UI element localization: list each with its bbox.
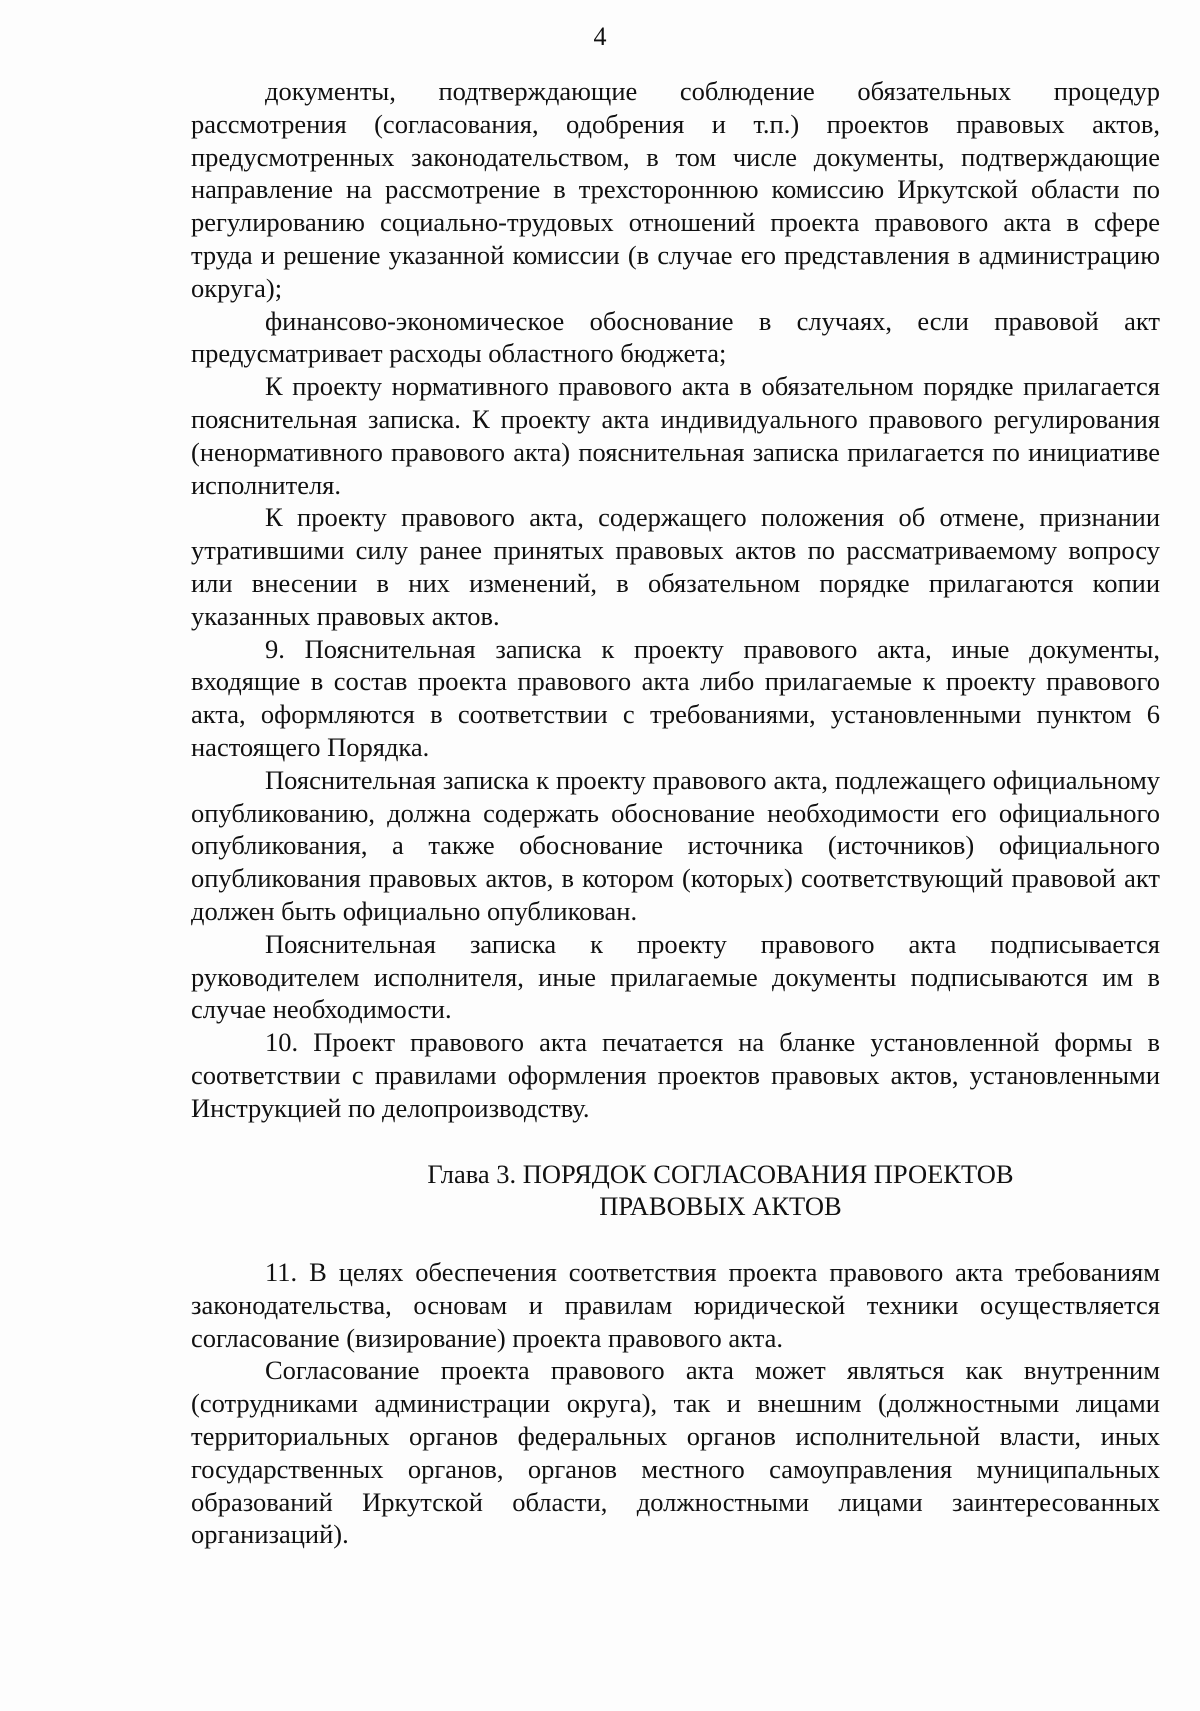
paragraph-explanatory-note: К проекту нормативного правового акта в обязательном порядке прилагается пояснительная записка. К проекту акта индивидуального правового регулирования (ненормативного правового акта) пояснительная записка прилагается по инициативе исполнителя. — [191, 371, 1160, 500]
paragraph-publication-justification: Пояснительная записка к проекту правового акта, подлежащего официальному опубликованию, должна содержать обоснование необходимости его официального опубликования, а также обоснование источника (источников) официального опубликования правовых актов, в котором (которых) соответствующий правовой акт должен быть официально опубликован. — [191, 764, 1160, 926]
chapter-heading — [191, 1158, 1160, 1224]
page-number: 4 — [593, 22, 607, 51]
paragraph-internal-external-approval: Согласование проекта правового акта может являться как внутренним (сотрудниками администрации округа), так и внешним (должностными лицами территориальных органов федеральных органов исполнительной власти, иных государственных органов, органов местного самоуправления муниципальных образований Иркутской области, должностными лицами заинтересованных организаций). — [191, 1355, 1160, 1550]
chapter-heading-line-1: Глава 3. ПОРЯДОК СОГЛАСОВАНИЯ ПРОЕКТОВ — [427, 1158, 1014, 1189]
paragraph-copies-of-acts: К проекту правового акта, содержащего положения об отмене, признании утратившими силу ранее принятых правовых актов по рассматриваемому вопросу или внесении в них изменений, в обязательном порядке прилагаются копии указанных правовых актов. — [191, 502, 1160, 631]
document-body — [191, 75, 1160, 1551]
paragraph-signing: Пояснительная записка к проекту правового акта подписывается руководителем исполнителя, иные прилагаемые документы подписываются им в случае необходимости. — [191, 928, 1160, 1025]
paragraph-item-9: 9. Пояснительная записка к проекту правового акта, иные документы, входящие в состав проекта правового акта либо прилагаемые к проекту правового акта, оформляются в соответствии с требованиями, установленными пунктом 6 настоящего Порядка. — [191, 633, 1160, 762]
paragraph-required-procedures: документы, подтверждающие соблюдение обязательных процедур рассмотрения (согласования, одобрения и т.п.) проектов правовых актов, предусмотренных законодательством, в том числе документы, подтверждающие направление на рассмотрение в трехстороннюю комиссию Иркутской области по регулированию социально-трудовых отношений проекта правового акта в сфере труда и решение указанной комиссии (в случае его представления в администрацию округа); — [191, 76, 1160, 303]
paragraph-item-11: 11. В целях обеспечения соответствия проекта правового акта требованиям законодательства, основам и правилам юридической техники осуществляется согласование (визирование) проекта правового акта. — [191, 1257, 1160, 1353]
chapter-heading-line-2: ПРАВОВЫХ АКТОВ — [599, 1191, 842, 1222]
paragraph-item-10: 10. Проект правового акта печатается на бланке установленной формы в соответствии с правилами оформления проектов правовых актов, установленными Инструкцией по делопроизводству. — [191, 1027, 1160, 1123]
paragraph-financial-justification: финансово-экономическое обоснование в случаях, если правовой акт предусматривает расходы областного бюджета; — [191, 305, 1160, 369]
